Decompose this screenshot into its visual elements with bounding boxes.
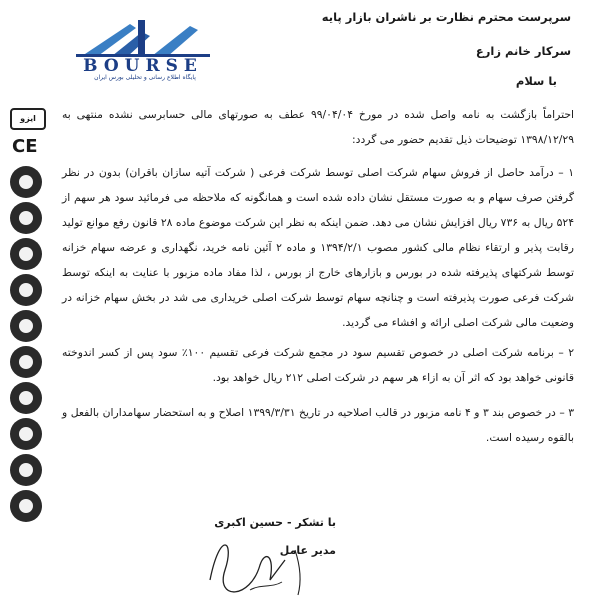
recipient-line: سرپرست محترم نظارت بر ناشران بازار پایه [321,10,571,24]
signatory-title: مدیر عامل [279,544,336,557]
item-2-paragraph: ۲ – برنامه شرکت اصلی در خصوص تقسیم سود در مجمع شرکت فرعی تقسیم ۱۰۰٪ سود پس از کسر اندوخته قانونی خواهد بود که اثر آن به ازاء هر سهم در شرکت اصلی ۲۱۲ ریال خواهد بود. [62,346,574,384]
ce-mark: CE [12,136,38,157]
logo-subtitle: پایگاه اطلاع رسانی و تحلیلی بورس ایران [94,74,196,81]
standard-badge [10,108,46,130]
item-3-paragraph: ۳ – در خصوص بند ۳ و ۴ نامه مزبور در قالب اصلاحیه در تاریخ ۱۳۹۹/۳/۳۱ اصلاح و به استحضار سهامداران بالفعل و بالقوه رسیده است. [62,406,575,444]
iso-certificate-icon [10,274,42,306]
iso-certificate-icon [10,202,42,234]
iso-certificate-icon [10,166,42,198]
item-1-paragraph: ۱ – درآمد حاصل از فروش سهام شرکت اصلی توسط شرکت فرعی ( شرکت آتیه سازان باقران) بدون در نظر گرفتن صرف سهام و به صورت مستقل نشان داده شده است و همانگونه که ملاحظه می فرمائید سود هر سهم از ۵۲۴ ریال به ۷۳۶ ریال افزایش نشان می دهد. ضمن اینکه به نظر این شرکت موضوع ماده ۲۸ قانون رفع موانع تولید رقابت پذیر و ارتقاء نظام مالی کشور مصوب ۱۳۹۴/۲/۱ و ماده ۲ آئین نامه خرید، نگهداری و عرضه سهام خزانه توسط شرکتهای پذیرفته شده در بورس و بازارهای خارج از بورس ، لذا مفاد ماده مزبور با عنایت به اینکه توسط شرکت فرعی صورت پذیرفته است و چنانچه سهام توسط شرکت اصلی خریداری می شد در بخش سهام خزانه در وضعیت مالی شرکت اصلی ارائه و افشاء می گردید. [62,166,574,329]
standard-badge-label: ایزو [20,114,36,123]
iso-certificate-icon [10,382,42,414]
certification-strip [6,108,46,538]
iso-certificate-icon [10,346,42,378]
logo-brand-text: BOURSE [83,56,203,76]
signature-closing: با تشکر - حسین اکبری [214,516,336,529]
iso-certificate-icon [10,490,42,522]
iso-certificate-icon [10,454,42,486]
greeting-line: با سلام [515,74,557,88]
signature-block [150,510,340,605]
iso-certificate-icon [10,418,42,450]
addressee-line: سرکار خانم زارع [475,44,571,58]
handwritten-signature [190,510,330,605]
bourse-logo-mark [72,18,214,58]
intro-paragraph: احتراماً بازگشت به نامه واصل شده در مورخ ۹۹/۰۴/۰۴ عطف به صورتهای مالی حسابرسی نشده منتهی به ۱۳۹۸/۱۲/۲۹ توضیحات ذیل تقدیم حضور می گردد: [62,108,574,146]
iso-certificate-icon [10,310,42,342]
iso-certificate-icon [10,238,42,270]
